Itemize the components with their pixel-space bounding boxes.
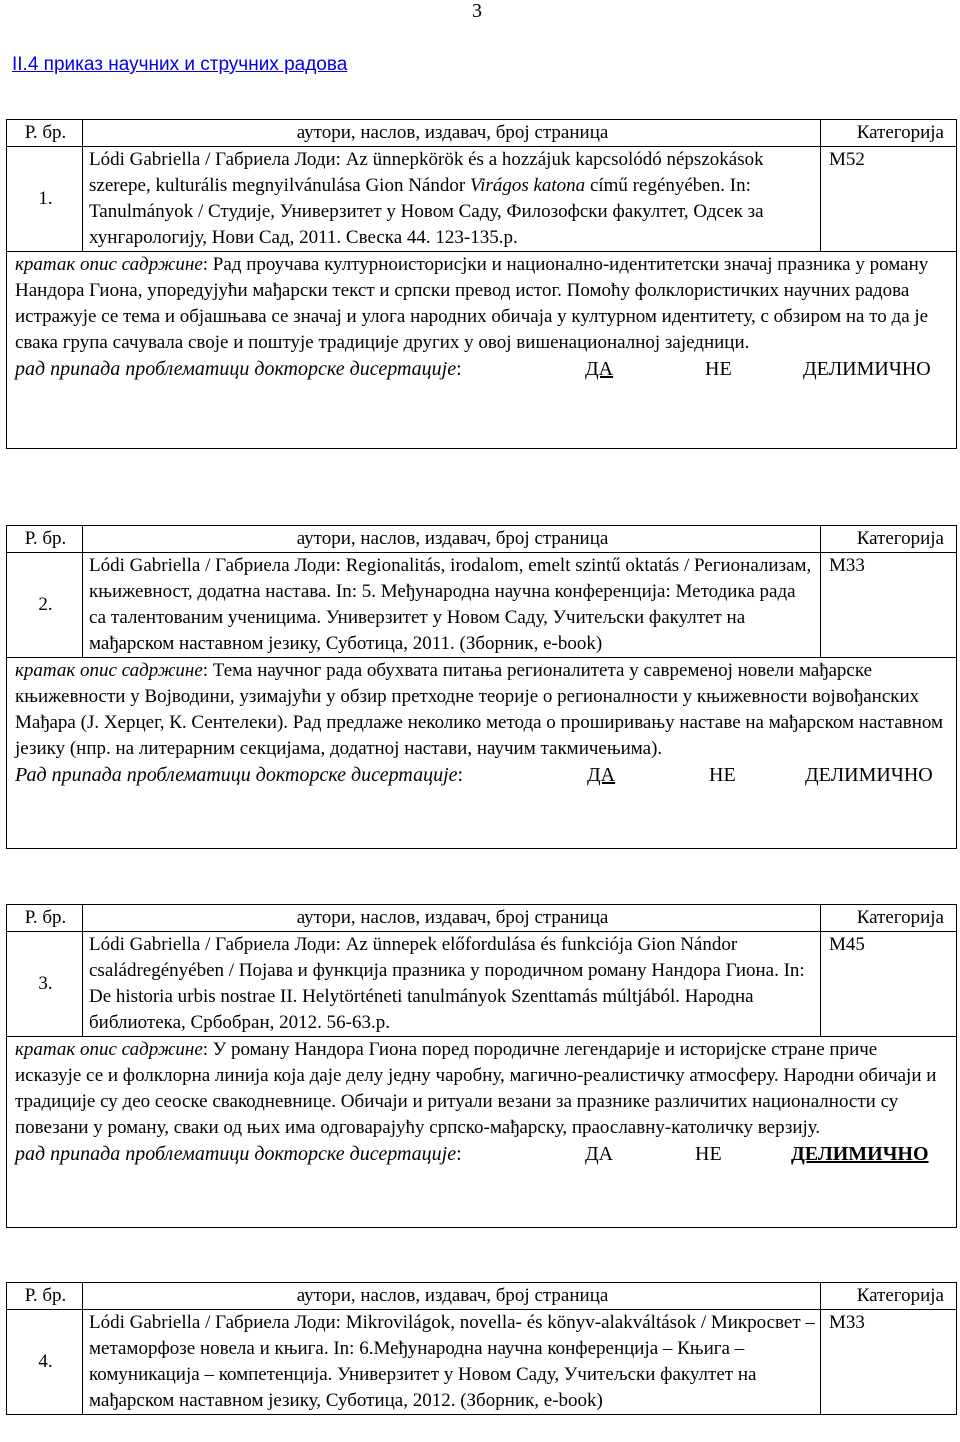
entry-number: 1.	[7, 147, 83, 252]
entry-1	[6, 119, 957, 449]
dissertation-relevance: рад припада проблематици докторске дисертације : ДА НЕ ДЕЛИМИЧНО	[15, 358, 931, 380]
header-main: аутори, наслов, издавач, број страница	[83, 1283, 821, 1310]
option-no: НЕ	[705, 358, 732, 380]
entry-number: 4.	[7, 1310, 83, 1415]
header-no: Р. бр.	[7, 1283, 83, 1310]
header-main: аутори, наслов, издавач, број страница	[83, 526, 821, 553]
entry-number: 3.	[7, 932, 83, 1037]
header-category: Категорија	[821, 1283, 957, 1310]
section-heading[interactable]: II.4 приказ научних и стручних радова	[12, 54, 348, 75]
dissertation-relevance: Рад припада проблематици докторске дисертације : ДА НЕ ДЕЛИМИЧНО	[15, 764, 933, 786]
option-no: НЕ	[695, 1143, 722, 1165]
entry-summary: кратак опис садржине: Рад проучава културноисторисјки и национално-идентитетски значај празника у роману Нандора Гиона, упоредујући мађарски текст и српски превод истог. Помоћу фолклористичких научних радова истражује се тема и објашњава се значај и улога народних обичаја у културном идентитету, с обзиром на то да је свака група сачувала своје и поштује традиције других у овој вишенационалној заједници. рад припада проблематици докторске дисертације : ДА НЕ ДЕЛИМИЧНО	[7, 252, 957, 449]
entry-2	[6, 525, 957, 849]
option-partial: ДЕЛИМИЧНО	[805, 764, 933, 786]
entry-category: М33	[821, 1310, 957, 1415]
entry-citation: Lódi Gabriella / Габриела Лоди: Az ünnepek előfordulása és funkciója Gion Nándor családregényében / Појава и функција празника у породичном роману Нандора Гиона. In: De historia urbis nostrae II. Helytörténeti tanulmányok Szenttamás múltjából. Народна библиотека, Србобран, 2012. 56-63.p.	[83, 932, 821, 1037]
entry-citation: Lódi Gabriella / Габриела Лоди: Regionalitás, irodalom, emelt szintű oktatás / Регионализам, књижевност, додатна настава. In: 5. Међународна научна конференција: Методика рада са талентованим ученицима. Универзитет у Новом Саду, Учитељски факултет на мађарском наставном језику, Суботица, 2011. (Зборник, e-book)	[83, 553, 821, 658]
entry-summary: кратак опис садржине: Тема научног рада обухвата питања регионалитета у савременој новели мађарске књижевности у Војводини, узимајући у обзир претходне теорије о регионалности у књижевности војвођанских Мађара (Ј. Херцег, К. Сентелеки). Рад предлаже неколико метода о проширивању наставе на мађарском наставном језику (нпр. на литерарним секцијама, додатној настави, научим такмичењима). Рад припада проблематици докторске дисертације : ДА НЕ ДЕЛИМИЧНО	[7, 658, 957, 849]
page-number: 3	[472, 0, 482, 22]
header-main: аутори, наслов, издавач, број страница	[83, 120, 821, 147]
header-category: Категорија	[821, 120, 957, 147]
entry-4	[6, 1282, 957, 1415]
option-partial: ДЕЛИМИЧНО	[803, 358, 931, 380]
header-no: Р. бр.	[7, 526, 83, 553]
dissertation-relevance: рад припада проблематици докторске дисертације : ДА НЕ ДЕЛИМИЧНО	[15, 1143, 929, 1165]
entry-citation: Lódi Gabriella / Габриела Лоди: Az ünnepkörök és a hozzájuk kapcsolódó népszokások szerepe, kulturális megnyilvánulása Gion Nándor Virágos katona című regényében. In: Tanulmányok / Студије, Универзитет у Новом Саду, Филозофски факултет, Одсек за хунгарологију, Нови Сад, 2011. Свеска 44. 123-135.p.	[83, 147, 821, 252]
entry-category: М33	[821, 553, 957, 658]
header-category: Категорија	[821, 526, 957, 553]
entry-citation: Lódi Gabriella / Габриела Лоди: Mikrovilágok, novella- és könyv-alakváltások / Микросвет – метаморфозе новела и књига. In: 6.Међународна научна конференција – Књига – комуникација – компетенција. Универзитет у Новом Саду, Учитељски факултет на мађарском наставном језику, Суботица, 2012. (Зборник, e-book)	[83, 1310, 821, 1415]
entry-category: М52	[821, 147, 957, 252]
option-yes: ДА	[585, 1143, 614, 1165]
option-no: НЕ	[709, 764, 736, 786]
entry-3	[6, 904, 957, 1228]
option-yes: ДА	[585, 358, 614, 380]
header-main: аутори, наслов, издавач, број страница	[83, 905, 821, 932]
option-partial: ДЕЛИМИЧНО	[791, 1143, 929, 1165]
entry-number: 2.	[7, 553, 83, 658]
header-category: Категорија	[821, 905, 957, 932]
header-no: Р. бр.	[7, 905, 83, 932]
entry-category: М45	[821, 932, 957, 1037]
entry-summary: кратак опис садржине: У роману Нандора Гиона поред породичне легендарије и историјске стране приче исказује се и фолклорна линија која даје делу једну чаробну, магично-реалистичку атмосферу. Народни обичаји и традиције су део сеоске свакодневнице. Обичаји и ритуали везани за празнике различитих националности су повезани у роману, сваки од њих има одговарајућу српско-мађарску, праославну-католичку верзију. рад припада проблематици докторске дисертације : ДА НЕ ДЕЛИМИЧНО	[7, 1037, 957, 1228]
option-yes: ДА	[587, 764, 616, 786]
header-no: Р. бр.	[7, 120, 83, 147]
